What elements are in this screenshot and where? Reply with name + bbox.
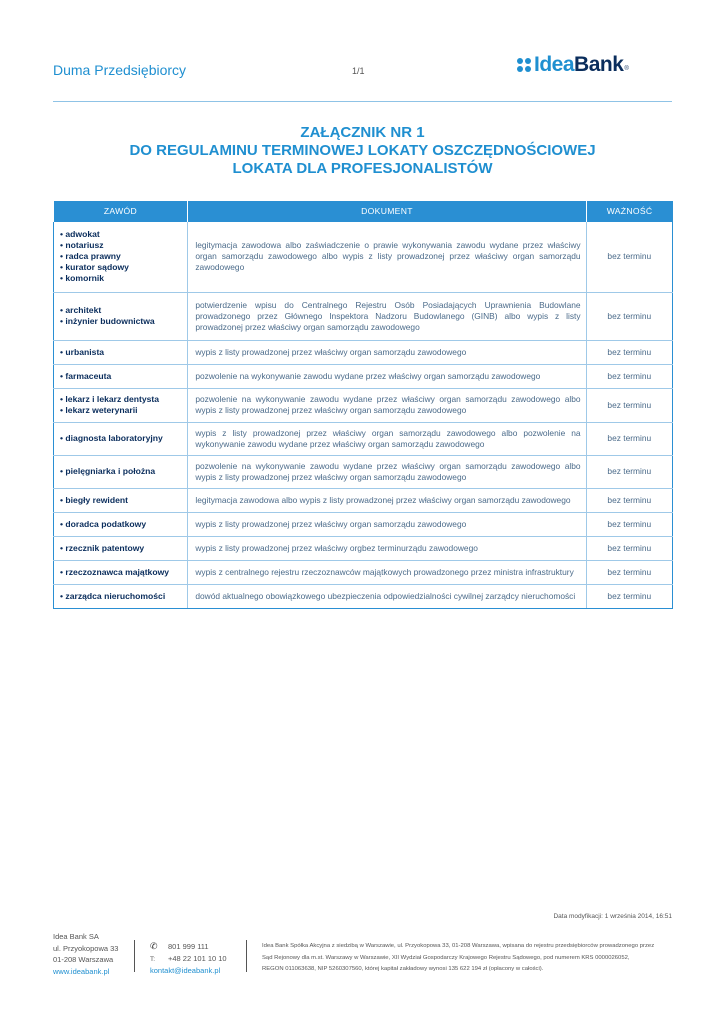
table-row bbox=[54, 455, 673, 488]
table-row bbox=[54, 512, 673, 536]
column-header-document: DOKUMENT bbox=[188, 201, 586, 222]
page-number: 1/1 bbox=[352, 66, 365, 76]
profession-cell bbox=[54, 455, 188, 488]
attachment-table bbox=[53, 201, 673, 609]
document-cell: pozwolenie na wykonywanie zawodu wydane przez właściwy organ samorządu zawodowego albo wypis z listy prowadzonej przez właściwy organ samorządu zawodowego bbox=[188, 388, 586, 422]
profession-item: • inżynier budownictwa bbox=[60, 316, 187, 327]
footer-legal-line: Idea Bank Spółka Akcyjna z siedzibą w Warszawie, ul. Przyokopowa 33, 01-208 Warszawa, wpisana do rejestru przedsiębiorców prowadzonego przez bbox=[262, 943, 655, 949]
profession-item: • notariusz bbox=[60, 240, 187, 251]
profession-item: • adwokat bbox=[60, 229, 187, 240]
table-row bbox=[54, 560, 673, 584]
validity-cell: bez terminu bbox=[586, 584, 672, 608]
document-cell: wypis z listy prowadzonej przez właściwy orgbez terminurządu zawodowego bbox=[188, 536, 586, 560]
profession-item: • lekarz weterynarii bbox=[60, 405, 187, 416]
table-row bbox=[54, 536, 673, 560]
validity-cell: bez terminu bbox=[586, 488, 672, 512]
document-title bbox=[53, 124, 672, 178]
profession-cell bbox=[54, 340, 188, 364]
profession-cell bbox=[54, 292, 188, 340]
title-line-1: ZAŁĄCZNIK NR 1 bbox=[300, 124, 425, 141]
validity-cell: bez terminu bbox=[586, 222, 672, 292]
validity-cell: bez terminu bbox=[586, 536, 672, 560]
footer-address bbox=[53, 931, 118, 977]
table-row bbox=[54, 488, 673, 512]
table-row bbox=[54, 364, 673, 388]
profession-item: • doradca podatkowy bbox=[60, 519, 187, 530]
validity-cell: bez terminu bbox=[586, 560, 672, 584]
profession-cell bbox=[54, 364, 188, 388]
profession-item: • urbanista bbox=[60, 347, 187, 358]
profession-cell bbox=[54, 584, 188, 608]
footer-email-link[interactable]: kontakt@ideabank.pl bbox=[150, 966, 221, 975]
footer-tel-label: T: bbox=[150, 955, 156, 963]
profession-cell bbox=[54, 422, 188, 455]
profession-item: • diagnosta laboratoryjny bbox=[60, 433, 187, 444]
profession-item: • kurator sądowy bbox=[60, 262, 187, 273]
footer-street: ul. Przyokopowa 33 bbox=[53, 943, 119, 953]
profession-item: • komornik bbox=[60, 273, 187, 284]
title-line-3: LOKATA DLA PROFESJONALISTÓW bbox=[232, 160, 493, 177]
column-header-validity: WAŻNOŚĆ bbox=[586, 201, 672, 222]
profession-item: • rzecznik patentowy bbox=[60, 543, 187, 554]
table-row bbox=[54, 584, 673, 608]
column-header-profession: ZAWÓD bbox=[54, 201, 188, 222]
document-cell: wypis z centralnego rejestru rzeczoznawców majątkowych prowadzonego przez ministra infrastruktury bbox=[188, 560, 586, 584]
profession-cell bbox=[54, 388, 188, 422]
header-divider bbox=[53, 101, 672, 102]
profession-item: • radca prawny bbox=[60, 251, 187, 262]
modification-date: Data modyfikacji: 1 września 2014, 16:51 bbox=[553, 913, 672, 920]
footer-contact bbox=[150, 941, 227, 977]
footer-divider bbox=[134, 940, 135, 972]
profession-cell bbox=[54, 512, 188, 536]
document-cell: wypis z listy prowadzonej przez właściwy organ samorządu zawodowego bbox=[188, 340, 586, 364]
profession-item: • architekt bbox=[60, 305, 187, 316]
profession-item: • lekarz i lekarz dentysta bbox=[60, 394, 187, 405]
document-cell: pozwolenie na wykonywanie zawodu wydane przez właściwy organ samorządu zawodowego albo wypis z listy prowadzonej przez właściwy organ samorządu zawodowego bbox=[188, 455, 586, 488]
document-cell: dowód aktualnego obowiązkowego ubezpieczenia odpowiedzialności cywilnej zarządcy nieruchomości bbox=[188, 584, 586, 608]
document-cell: pozwolenie na wykonywanie zawodu wydane przez właściwy organ samorządu zawodowego bbox=[188, 364, 586, 388]
profession-item: • rzeczoznawca majątkowy bbox=[60, 567, 187, 578]
logo-bank-text: Bank bbox=[574, 53, 624, 76]
profession-item: • zarządca nieruchomości bbox=[60, 591, 187, 602]
table-header-row bbox=[54, 201, 673, 222]
header-tagline: Duma Przedsiębiorcy bbox=[53, 62, 187, 78]
table-row bbox=[54, 292, 673, 340]
profession-cell bbox=[54, 536, 188, 560]
profession-cell bbox=[54, 488, 188, 512]
footer-hotline: 801 999 111 bbox=[168, 942, 209, 951]
footer-tel: +48 22 101 10 10 bbox=[168, 953, 227, 963]
validity-cell: bez terminu bbox=[586, 422, 672, 455]
profession-cell bbox=[54, 560, 188, 584]
logo-dots-icon bbox=[517, 58, 531, 72]
footer-company: Idea Bank SA bbox=[53, 932, 99, 941]
logo-registered-mark: ® bbox=[624, 66, 629, 72]
table-row bbox=[54, 388, 673, 422]
table-row bbox=[54, 222, 673, 292]
idea-bank-logo bbox=[517, 53, 629, 77]
profession-cell bbox=[54, 222, 188, 292]
footer-legal-line: REGON 011063638, NIP 5260307560, której kapitał zakładowy wynosi 135 622 194 zł (opłacony w całości). bbox=[262, 966, 544, 972]
table-row bbox=[54, 340, 673, 364]
document-cell: potwierdzenie wpisu do Centralnego Rejestru Osób Posiadających Uprawnienia Budowlane prowadzonego przez Głównego Inspektora Nadzoru Budowlanego (GINB) albo wypis z listy prowadzonej przez właściwy organ samorządu zawodowego bbox=[188, 292, 586, 340]
footer-legal-line: Sąd Rejonowy dla m.st. Warszawy w Warszawie, XII Wydział Gospodarczy Krajowego Rejestru Sądowego, pod numerem KRS 0000026052, bbox=[262, 954, 630, 961]
document-cell: wypis z listy prowadzonej przez właściwy organ samorządu zawodowego bbox=[188, 512, 586, 536]
validity-cell: bez terminu bbox=[586, 455, 672, 488]
title-line-2: DO REGULAMINU TERMINOWEJ LOKATY OSZCZĘDNOŚCIOWEJ bbox=[129, 142, 596, 159]
document-cell: legitymacja zawodowa albo zaświadczenie o prawie wykonywania zawodu wydane przez właściwy organ samorządu zawodowego albo wypis z listy prowadzonej przez właściwy organ samorządu zawodowego bbox=[188, 222, 586, 292]
validity-cell: bez terminu bbox=[586, 364, 672, 388]
validity-cell: bez terminu bbox=[586, 512, 672, 536]
footer-city: 01-208 Warszawa bbox=[53, 955, 114, 964]
phone-icon: ✆ bbox=[150, 941, 158, 951]
document-cell: wypis z listy prowadzonej przez właściwy organ samorządu zawodowego albo pozwolenie na wykonywanie zawodu wydane przez właściwy organ samorządu zawodowego bbox=[188, 422, 586, 455]
table-row bbox=[54, 422, 673, 455]
logo-idea-text: Idea bbox=[534, 53, 575, 76]
table-body bbox=[54, 222, 673, 608]
document-cell: legitymacja zawodowa albo wypis z listy prowadzonej przez właściwy organ samorządu zawodowego bbox=[188, 488, 586, 512]
footer-divider bbox=[246, 940, 247, 972]
profession-item: • biegły rewident bbox=[60, 495, 187, 506]
footer-legal bbox=[262, 941, 672, 976]
footer-website-link[interactable]: www.ideabank.pl bbox=[53, 966, 110, 976]
profession-item: • farmaceuta bbox=[60, 371, 187, 382]
profession-item: • pielęgniarka i położna bbox=[60, 466, 187, 477]
validity-cell: bez terminu bbox=[586, 388, 672, 422]
validity-cell: bez terminu bbox=[586, 340, 672, 364]
validity-cell: bez terminu bbox=[586, 292, 672, 340]
